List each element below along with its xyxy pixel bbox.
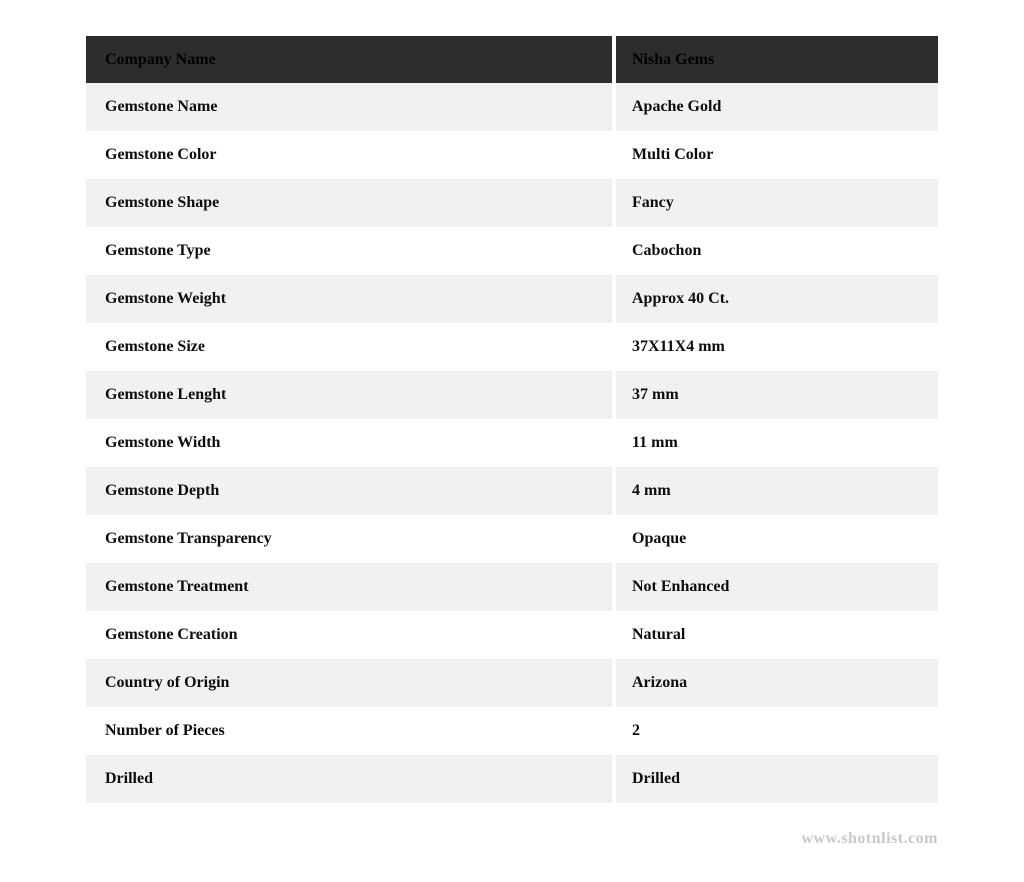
table-row [86,611,938,659]
header-company-value: Nisha Gems [612,36,938,83]
table-header-row [86,36,938,83]
table-row [86,707,938,755]
row-value: Apache Gold [612,83,938,131]
table-row [86,371,938,419]
table-row [86,659,938,707]
row-value: Not Enhanced [612,563,938,611]
table-row [86,563,938,611]
row-value: Natural [612,611,938,659]
row-label: Gemstone Shape [86,179,612,227]
table-row [86,419,938,467]
row-label: Gemstone Size [86,323,612,371]
table-row [86,467,938,515]
row-label: Number of Pieces [86,707,612,755]
table-row [86,515,938,563]
table-row [86,323,938,371]
row-label: Gemstone Type [86,227,612,275]
row-label: Country of Origin [86,659,612,707]
watermark-text: www.shotnlist.com [801,830,938,847]
row-value: Multi Color [612,131,938,179]
row-value: Fancy [612,179,938,227]
row-label: Drilled [86,755,612,803]
row-label: Gemstone Creation [86,611,612,659]
row-label: Gemstone Treatment [86,563,612,611]
row-value: 4 mm [612,467,938,515]
row-value: 2 [612,707,938,755]
table-row [86,179,938,227]
table-row [86,83,938,131]
row-label: Gemstone Transparency [86,515,612,563]
row-label: Gemstone Weight [86,275,612,323]
row-label: Gemstone Name [86,83,612,131]
row-label: Gemstone Depth [86,467,612,515]
table-row [86,227,938,275]
table-row [86,755,938,803]
gemstone-spec-table [86,36,938,803]
row-value: Arizona [612,659,938,707]
row-label: Gemstone Lenght [86,371,612,419]
row-label: Gemstone Width [86,419,612,467]
row-value: 11 mm [612,419,938,467]
row-value: Approx 40 Ct. [612,275,938,323]
row-label: Gemstone Color [86,131,612,179]
table-row [86,131,938,179]
row-value: 37X11X4 mm [612,323,938,371]
row-value: Opaque [612,515,938,563]
header-company-name: Company Name [86,36,612,83]
table-row [86,275,938,323]
row-value: Cabochon [612,227,938,275]
row-value: Drilled [612,755,938,803]
spec-table-body [86,83,938,803]
row-value: 37 mm [612,371,938,419]
